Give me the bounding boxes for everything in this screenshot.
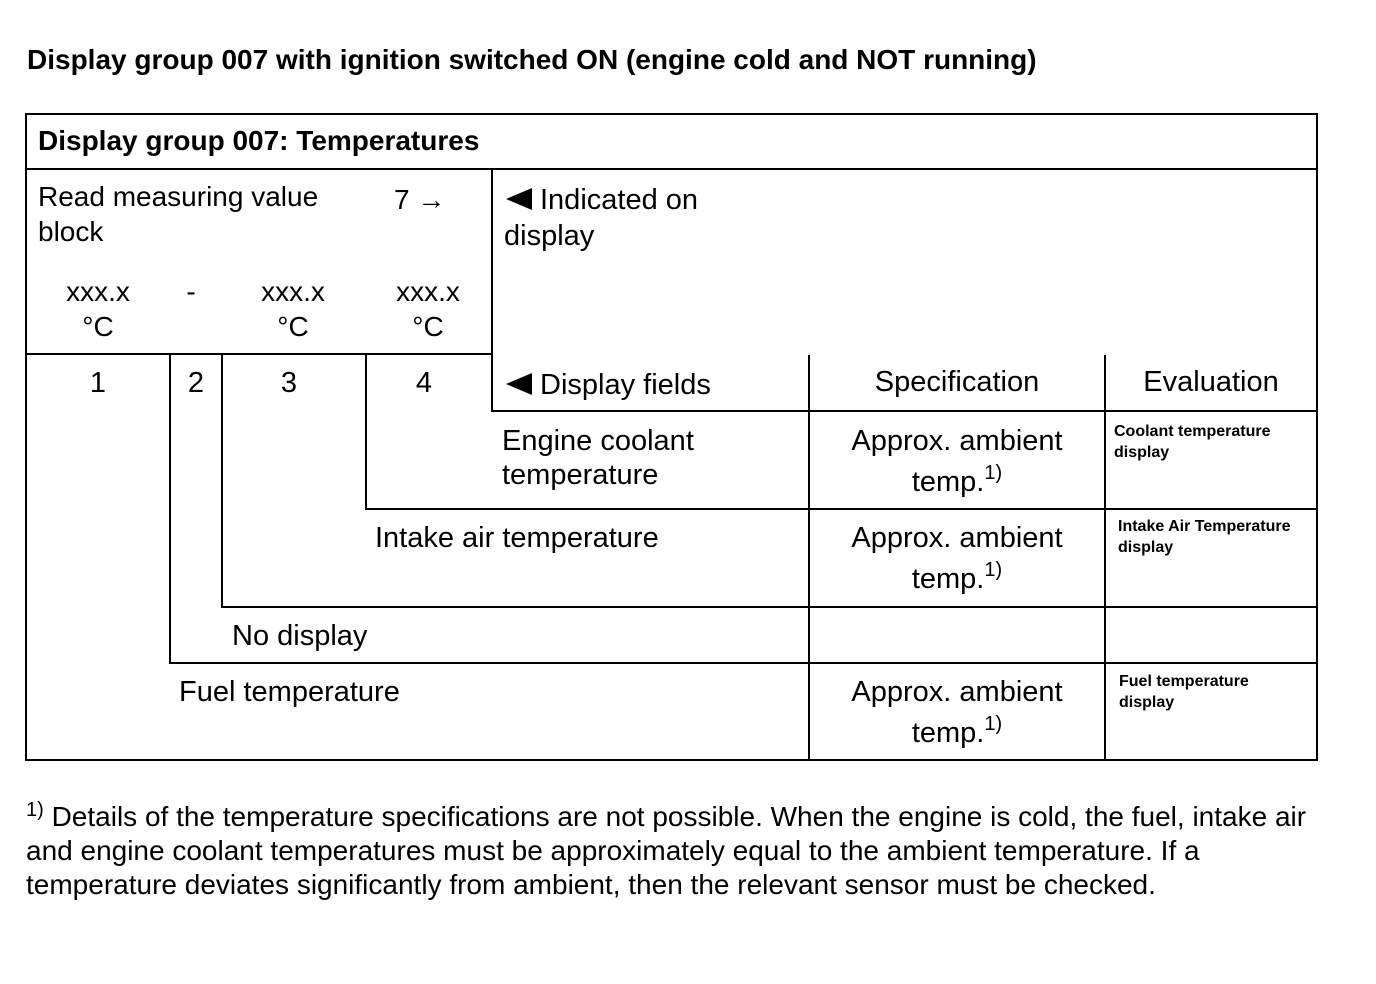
row-2-field-line1: Intake air temperature	[375, 522, 659, 554]
indicated-on-label-line2: display	[504, 220, 595, 252]
row-2-spec-line2	[810, 559, 1104, 596]
table-border-top	[25, 113, 1318, 115]
value-field-3: xxx.x	[261, 276, 325, 307]
read-block-divider	[25, 353, 493, 355]
value-field-2: -	[186, 276, 196, 307]
indicated-on-display	[506, 184, 698, 217]
row-1-spec-line1: Approx. ambient	[851, 425, 1063, 457]
read-block-label-line2: block	[38, 216, 104, 247]
footnote-marker: 1)	[26, 799, 44, 821]
unit-field-3: °C	[277, 311, 309, 342]
page-title: Display group 007 with ignition switched ON (engine cold and NOT running)	[27, 44, 1037, 75]
field-number-4: 4	[415, 367, 433, 399]
row-1-spec-line2	[810, 462, 1104, 499]
evaluation-column-line	[1104, 355, 1106, 761]
row-4-spec-line1: Approx. ambient	[851, 676, 1063, 708]
footnote	[26, 800, 1346, 902]
row-2-spec-footnote-marker: 1)	[984, 559, 1003, 581]
triangle-left-icon	[506, 188, 532, 210]
row-1-spec-footnote-marker: 1)	[984, 462, 1003, 484]
header-divider	[491, 410, 1318, 412]
value-field-1: xxx.x	[66, 276, 130, 307]
table-title: Display group 007: Temperatures	[38, 125, 480, 156]
row-1-eval-line2: display	[1114, 444, 1170, 461]
header-specification: Specification	[874, 366, 1040, 398]
read-block-label-line1: Read measuring value	[38, 181, 319, 212]
row-4-spec-text: temp.	[911, 717, 985, 749]
header-display-fields	[506, 369, 711, 402]
header-evaluation: Evaluation	[1143, 366, 1279, 398]
field-number-3: 3	[280, 367, 298, 399]
row-1-eval-line1: Coolant temperature	[1114, 423, 1271, 440]
unit-field-4: °C	[412, 311, 444, 342]
row-4-eval-line2: display	[1119, 694, 1175, 711]
display-fields-label: Display fields	[540, 369, 711, 401]
row-4-spec-line2	[810, 713, 1104, 750]
table-border-bottom	[25, 759, 1318, 761]
row-1-spec-text: temp.	[911, 466, 985, 498]
row-4-field-line1: Fuel temperature	[179, 676, 400, 708]
row-2-eval-line1: Intake Air Temperature	[1118, 518, 1291, 535]
row-2-spec-text: temp.	[911, 563, 985, 595]
row-2-eval-line2: display	[1118, 539, 1174, 556]
field-number-1: 1	[89, 367, 107, 399]
block-number: 7 →	[394, 184, 446, 215]
row-3-divider	[169, 662, 1318, 664]
row-3-field-line1: No display	[232, 620, 368, 652]
row-1-field-line2: temperature	[502, 459, 659, 491]
table-border-right	[1316, 113, 1318, 761]
table-title-divider	[25, 168, 1318, 170]
row-4-eval-line1: Fuel temperature	[1119, 673, 1249, 690]
unit-field-1: °C	[82, 311, 114, 342]
field-number-2: 2	[187, 367, 205, 399]
row-2-spec-line1: Approx. ambient	[851, 522, 1063, 554]
triangle-left-icon	[506, 373, 532, 395]
row-1-divider	[365, 508, 1318, 510]
row-1-field-line1: Engine coolant	[502, 425, 694, 457]
indicated-on-label: Indicated on	[540, 184, 699, 216]
row-4-spec-footnote-marker: 1)	[984, 713, 1003, 735]
read-block-right-border	[491, 168, 493, 412]
value-field-4: xxx.x	[396, 276, 460, 307]
row-2-divider	[221, 606, 1318, 608]
table-border-left	[25, 113, 27, 761]
footnote-text: Details of the temperature specifications are not possible. When the engine is cold, the fuel, intake air and engine coolant temperatures must be approximately equal to the ambient temperature. If a temperature deviates significantly from ambient, then the relevant sensor must be checked.	[26, 801, 1307, 900]
